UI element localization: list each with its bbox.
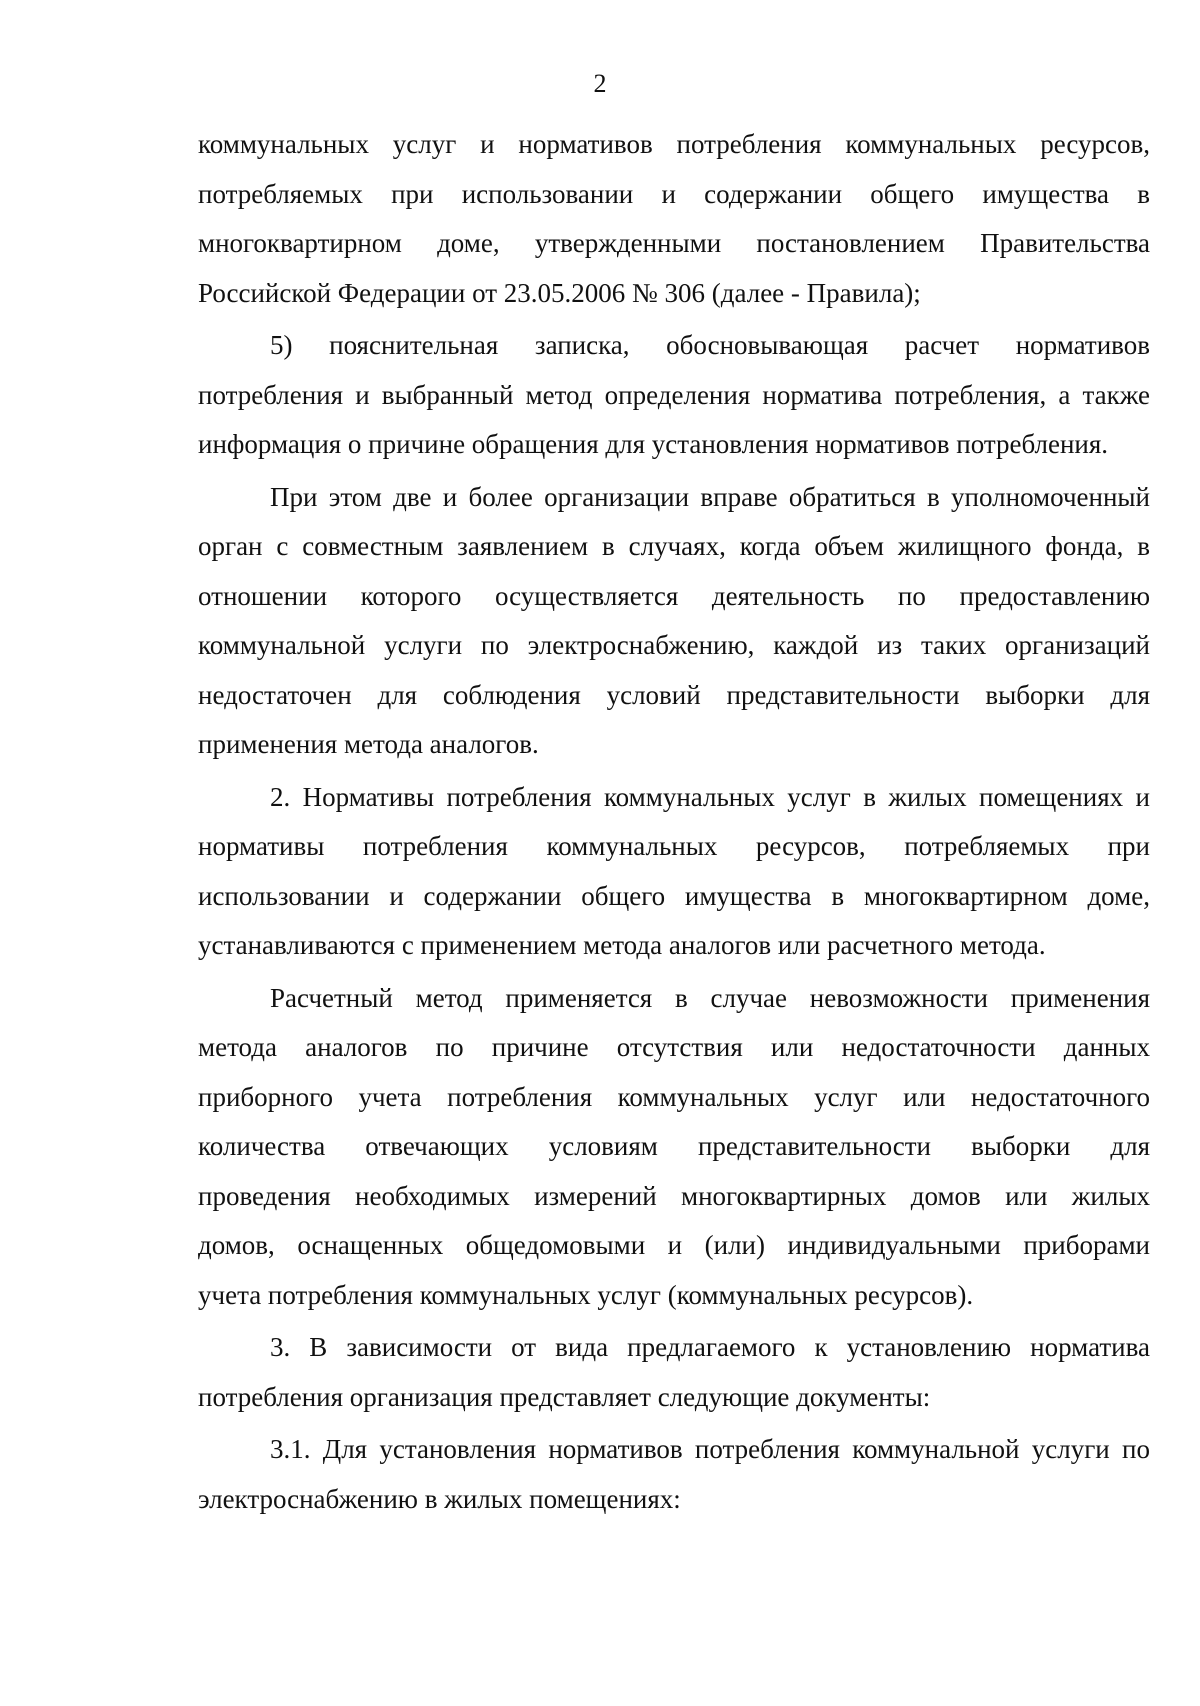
- text-line: потребления и выбранный метод определения норматива потребления, а также: [198, 379, 1150, 410]
- text-line: Расчетный метод применяется в случае невозможности применения: [270, 982, 1150, 1013]
- text-line: нормативы потребления коммунальных ресурсов, потребляемых при: [198, 831, 1150, 861]
- text-line: приборного учета потребления коммунальных услуг или недостаточного: [198, 1081, 1150, 1112]
- text-line: отношении которого осуществляется деятельность по предоставлению: [198, 580, 1150, 611]
- page-number: 2: [593, 69, 607, 98]
- text-line: электроснабжению в жилых помещениях:: [198, 1483, 681, 1514]
- text-line: использовании и содержании общего имущества в многоквартирном доме,: [198, 880, 1150, 911]
- text-line: недостаточен для соблюдения условий представительности выборки для: [198, 679, 1150, 710]
- text-line: проведения необходимых измерений многоквартирных домов или жилых: [198, 1180, 1150, 1211]
- text-line: количества отвечающих условиям представительности выборки для: [198, 1131, 1150, 1161]
- text-line: метода аналогов по причине отсутствия или недостаточности данных: [198, 1032, 1150, 1062]
- text-line: 2. Нормативы потребления коммунальных услуг в жилых помещениях и: [270, 781, 1150, 812]
- text-line: многоквартирном доме, утвержденными постановлением Правительства: [198, 228, 1150, 258]
- text-line: 3.1. Для установления нормативов потребления коммунальной услуги по: [270, 1434, 1150, 1464]
- text-line: потребляемых при использовании и содержании общего имущества в: [198, 178, 1150, 209]
- text-line: информация о причине обращения для установления нормативов потребления.: [198, 429, 1109, 459]
- text-line: коммунальной услуги по электроснабжению, каждой из таких организаций: [198, 630, 1150, 660]
- text-line: применения метода аналогов.: [198, 729, 539, 759]
- text-line: учета потребления коммунальных услуг (коммунальных ресурсов).: [198, 1279, 974, 1310]
- text-line: Российской Федерации от 23.05.2006 № 306 (далее - Правила);: [198, 277, 921, 308]
- text-line: орган с совместным заявлением в случаях, когда объем жилищного фонда, в: [198, 531, 1150, 561]
- text-line: 3. В зависимости от вида предлагаемого к установлению норматива: [270, 1332, 1150, 1362]
- text-line: потребления организация представляет следующие документы:: [198, 1381, 931, 1412]
- document-body: [198, 120, 1150, 1524]
- text-line: При этом две и более организации вправе обратиться в уполномоченный: [270, 481, 1150, 512]
- text-line: коммунальных услуг и нормативов потребления коммунальных ресурсов,: [198, 129, 1150, 159]
- text-line: домов, оснащенных общедомовыми и (или) индивидуальными приборами: [198, 1230, 1150, 1260]
- text-line: 5) пояснительная записка, обосновывающая расчет нормативов: [270, 330, 1150, 360]
- text-line: устанавливаются с применением метода аналогов или расчетного метода.: [198, 930, 1046, 960]
